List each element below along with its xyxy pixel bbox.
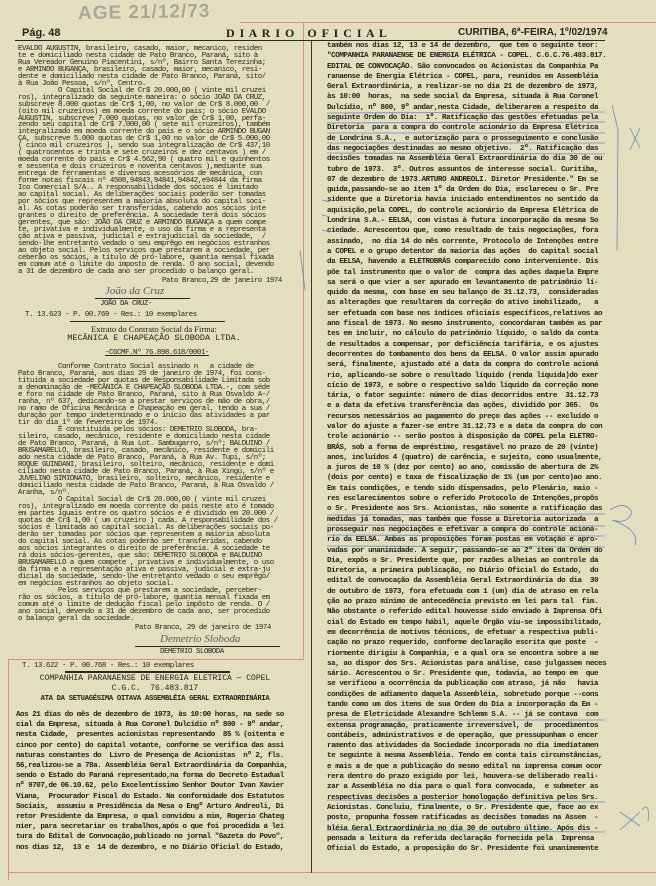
signature-line (95, 298, 190, 299)
text-line: cial da Empresa, situada à Rua Coronel Dulcídio nº 800 - 9º andar, (16, 721, 284, 730)
signature: Demetrio Sloboda (160, 633, 241, 645)
section-divider (70, 321, 225, 322)
text-line: BRUSAMARELLO a quem compete , privativa e individualmente, o uso (18, 559, 274, 567)
text-line: JUVELINO SIMIONATO, brasileiro, solteiro, mecânico, residente e (18, 475, 270, 483)
text-line: subscreve 8.000 quotas de Cr$ 1,00, no valor de Cr$ 8.000,00 / (18, 100, 270, 109)
text-line: cício de 1973, e sobre o respectivo saldo líquido da correção mone (327, 381, 599, 390)
text-line: ranha, nº 637, dedicando-se a prestar serviços de mão de obra,/ (18, 398, 270, 406)
text-line: em comum até o limite do imposto de renda. O ano social, devendo (18, 260, 274, 269)
text-line: rão os sócios, a título de pró-labore, quantia mensal fixada em (18, 594, 270, 602)
pen-x-mark (630, 128, 640, 150)
red-margin-line (8, 659, 304, 660)
text-line: ciedade. Acrescentou que, como resultado de tais negociações, fora (327, 227, 599, 236)
text-line: BRÁS, sob a forma de empréstimo, resgatável no prazo de 20 (vinte) (327, 443, 599, 452)
text-line: Sociais, assumiu a Presidência da Mesa o Engº Arturo Andreoli, Di (16, 802, 284, 811)
text-line: Aranha, s/nº. (18, 489, 70, 497)
text-line: anos, incluídos 4 (quatro) de carência, e sujeito, como usualmente, (327, 453, 603, 462)
text-line: "COMPANHIA PARANAENSE DE ENERGIA ELÉTRICA - COPEL. C.G.C.76.483.817. (327, 52, 607, 61)
text-line: assinado, no dia 14 do mês corrente, Protocolo de Intenções entre (327, 237, 599, 246)
text-line: às 10:00 horas, na sede social da Empresa, situada à Rua Coronel (327, 93, 599, 102)
contract-text-joao-da-cruz (18, 46, 274, 275)
text-line: aos sócios integrantes o direito de preferência. A sociedade te (18, 545, 270, 553)
text-line: cação no prazo requerido, conforme declaração escrita que poste - (327, 639, 599, 648)
text-line: Dulcídio, nº 800, 9º andar,nesta Cidade, deliberarem a respeito da (327, 103, 599, 112)
text-line: respectivas decisões a posterior homologação definitiva pelos Srs. (327, 793, 599, 802)
text-line: te seguinte à mesma Assembléia. Tendo em conta tais circunstâncias, (327, 752, 603, 761)
text-line: extensa programação, praticamente irreversível, de procedimentos (327, 721, 599, 730)
text-line: nesta Cidade, presentes acionistas representando 85 % (oitenta e (16, 731, 284, 740)
text-line: al. As cotas poderão ser transferidas, cabendo aos sócios inte (18, 204, 266, 213)
text-line: integralizado em moeda corrente do país e o sócio ARMINDO BUGAN (18, 128, 270, 137)
text-line: ranaense de Energia Elétrica - COPEL, para, reunidos em Assembléia (327, 72, 599, 81)
text-line: da firma e a representação ativa e passiva, judicial e extra-ju (18, 566, 270, 574)
text-line: O Capital Social de Cr$ 20.000,00 ( vinte mil cruzei (18, 86, 266, 95)
text-line: rá dois sócios-gerentes, que são: DEMETRIO SLOBODA e BALDUINO (18, 552, 262, 560)
text-line: de resultados a compensar, por deficiência tarifária, e os ajustes (327, 340, 599, 349)
publication-footer: T. 13.623 - P. 00.769 - Res.: 10 exemplares (25, 311, 197, 319)
text-line: quotas de Cr$ 1,00 ( um cruzeiro ) cada. A responsabilidade dos / (18, 517, 278, 525)
text-line: sa, ao dispor dos Srs. Acionistas para análise, caso julgassem neces (327, 659, 607, 668)
text-line: vadas por unanimidade. A seguir, passando-se ao 2º item da Ordem do (327, 546, 603, 555)
text-line: seguinte Ordem do Dia: 1º. Ratificação das gestões efetuadas pela (327, 114, 599, 123)
text-line: em negócios estranhos ao objeto social. (18, 580, 174, 588)
text-line: EDITAL DE CONVOCAÇÃO. São convocados os Acionistas da Companhia Pa (327, 62, 599, 71)
section-divider (65, 671, 230, 673)
text-line: se verificou a ocorrência da publicação com atraso, já não havia (327, 680, 599, 689)
text-line: Ico Comercial S/A.. A responsabilidade dos sócios é limitado (18, 184, 258, 193)
text-line: Acionistas. Concluiu, finalmente, o Sr. Presidente que, face ao ex (327, 803, 599, 812)
text-line: as alterações que resultarem da correção do ativo imobilizado, a (327, 299, 599, 308)
text-line: ros), integralizado da seguinte maneira: o sócio JOÃO DA CRUZ, (18, 93, 266, 102)
contract-text-sloboda (18, 364, 278, 623)
text-line: gerentes, que são: JOÃO DA CRUZ e ARMINDO BUGANÇA a quem compe (18, 218, 266, 227)
text-line: também nos dias 12, 13 e 14 de dezembro, que tem o seguinte teor: (327, 42, 599, 50)
text-line: do capital social. As cotas poderão ser transferidas, cabendo (18, 538, 262, 546)
text-line: zendo seu capital de Cr$ 7.000,00 ( sete mil cruzeiros), também (18, 121, 270, 130)
text-line: em partes iguais entre os quatro sócios e é dividido em 20.000 / (18, 510, 274, 518)
company-cgc: C.G.C. 76.483.817 (111, 684, 199, 693)
text-line: nos dias 12, 13 e 14 de dezembro, e no Diário Oficial do Estado, (16, 843, 284, 852)
text-line: sendo-lhe entretanto vedado o seu emprêgo em negócios estranhos (18, 239, 270, 248)
text-line: aquisição,pela COPEL, do controle acionário da Empresa Elétrica de (327, 206, 599, 215)
text-line: Aos 21 dias do mês de dezembro de 1973, às 10:00 horas, na sede so (16, 711, 284, 719)
text-line: É constituida pelos sócios: DEMETRIO SLOBODA, bra- (18, 426, 258, 434)
text-line: tes em incluir, no cálculo do patrimônio líquido, o saldo da conta (327, 330, 599, 339)
text-line: sócios é limitada ao capital social. As deliberações sociais po- (18, 524, 274, 532)
text-line: ( quatrocentos e trinta e sete cruzeiros e dez centavos ) em / (18, 149, 266, 158)
text-line: tubro de 1973. 3º. Outros assuntos de interesse social. Curitiba, (327, 165, 599, 174)
text-line: a COPEL e o grupo detentor da maioria das ações do capital social (327, 247, 599, 256)
text-line: rio da EELSA. Ambas as proposições foram postas em votação e apro- (327, 536, 599, 545)
text-line: tir do dia 1º de fevereiro de 1974. (18, 419, 158, 427)
text-line: naturas constantes do Livro de Presença de Acionistas nº 2, fls. (16, 751, 284, 760)
text-line: ano social, devendo a 31 de dezembro de cada ano, ser procedido (18, 608, 270, 616)
text-line: contábeis, administrativos e de operação, que pressupunham o encer (327, 731, 599, 740)
text-line: domiciliado nesta cidade de Pato Branco, Paraná, à Rua Osvaldo / (18, 482, 274, 490)
text-line: e ARMINDO BUGANÇA, brasileiro, casado, maior, mecanico, resi- (18, 65, 262, 74)
minutes-title: ATA DA SETUAGÉSIMA OITAVA ASSEMBLÉIA GERAL EXTRAORDINÁRIA (40, 695, 270, 703)
text-line: BRUSAMARELLO, brasileiro, casado, mecânico, residente e domicili (18, 447, 274, 455)
text-line: 56,realizou-se a 78a. Assembléia Geral Extraordinária da Companhia, (16, 762, 288, 771)
text-line: rera dentro do prazo exigido por lei, houvera-se deliberado reali- (327, 773, 599, 782)
text-line: tária, o fator seguinte: número de dias decorridos entre 31.12.73 (327, 392, 599, 401)
red-margin-line (8, 872, 656, 873)
text-line: ção ao prazo mínimo de antecedência previsto em lei para tal fim. (327, 598, 599, 607)
text-line: comum até o limite de dedução fiscal pelo impôsto de renda. O / (18, 601, 270, 609)
text-line: rio, aplicando-se sobre o resultado líquido (renda líquida)do exer (327, 371, 599, 380)
text-line: ( cinco mil cruzeiros ), sendo sua integralização de Cr$ 437,10 (18, 142, 270, 151)
text-line: ao capital social. As deliberações sociais poderão ser tomadas (18, 191, 266, 200)
text-line: EVALDO AUGUSTIN, brasileiro, casado, maior, mecanico, residen (18, 45, 262, 53)
text-line: Viana, Procurador Fiscal do Estado. Na conformidade dos Estatutos (16, 792, 284, 801)
publication-footer: T. 13.622 - P. 00.768 - Res.: 10 exemplares (22, 662, 194, 670)
text-line: derão ser tomadas por sócios que representem a maioria absoluta (18, 531, 270, 539)
red-margin-line (8, 659, 9, 880)
issue-date: CURITIBA, 6ª-FEIRA, 1º/02/1974 (458, 27, 608, 38)
text-line: guida,passando-se ao item 1º da Ordem do Dia, esclareceu o Sr. Pre (327, 186, 599, 195)
text-line: retor Presidente da Empresa, o qual convidou a mim, Rogerio Chateg (16, 813, 284, 822)
masthead-title: D I A R I O O F I C I A L (226, 26, 388, 40)
text-line: presa de Eletricidade Alexandre Schlemm S.A. -- já se contava com (327, 711, 599, 720)
text-line: 07 de dezembro de 1973.ARTURO ANDREOLI. Diretor Presidente." Em se (327, 175, 599, 184)
section-title: Extrato do Contrato Social da Firma: (91, 324, 217, 334)
text-line: da EELSA, havendo a ELETROBRÁS comparecido como interveniente. Dis (327, 258, 599, 267)
text-line: recursos necessários ao pagamento do preço das ações -- excluído o (327, 412, 599, 421)
text-line: tituida a sociedade por quotas de Responsabilidade Limitada sob (18, 377, 270, 385)
text-line: a 31 de dezembro de cada ano ser procedido o balanço geral. (18, 267, 254, 276)
text-line: sendo o Estado do Paraná representado,na forma do Decreto Estadual (16, 772, 284, 781)
text-line: por sócios que representem a maioria absoluta do capital soci- (18, 197, 266, 206)
pen-x-mark (620, 807, 648, 830)
text-line: Pelos serviços que prestarem a sociedade, perceber- (18, 587, 262, 595)
text-line: Conforme Contrato Social assinado n a cidade de (18, 363, 254, 371)
text-line: Diretoria, a primeira publicação, no Diário Oficial do Estado, do (327, 567, 599, 576)
text-line: grantes o direito de preferência. A sociedade terá dois sócios (18, 211, 266, 220)
archive-stamp: AGE 21/12/73 (77, 0, 211, 25)
text-line: de Londrina S.A., e autorização para o prosseguimento e conclusão (327, 134, 599, 143)
text-line: sário. Acrescentou o Sr. Presidente que, todavia, ao tempo em que (327, 670, 599, 679)
text-line: ado nesta cidade de Pato Branco, Paraná, à Rua Av. Tupi, s/nº; (18, 454, 266, 462)
pen-loop-mark (610, 505, 636, 545)
text-line: nier, para secretariar os trabalhos,após o que foi procedida a lei (16, 823, 284, 832)
text-line: no ramo de Oficina Mecânica e Chapeação em geral, tendo a sua / (18, 405, 270, 413)
text-line: cial do Estado em tempo hábil, aquele Órgão viu-se impossibilitado, (327, 618, 603, 627)
text-line: moeda corrente do país e Cr$ 4.562,90 ( quatro mil e quinhentos (18, 156, 270, 165)
text-line: e a data da efetiva transferência das ações, dividido por 365. Os (327, 402, 599, 411)
text-line: e mais a de que a publicação do mesmo edital na imprensa comum ocor (327, 762, 603, 771)
text-line: Não obstante o referido edital houvesse sido enviado à Imprensa Ofi (327, 608, 603, 617)
text-line: cinco por cento) do capital votante, conforme se verifica das assi (16, 741, 284, 750)
text-line: zar a Assembléia no dia para o qual fora convocada, e submeter as (327, 783, 599, 792)
text-line: Diretoria para a compra do controle acionário da Empresa Elétrica (327, 124, 599, 133)
text-line: de Pato Branco, Paraná, à Rua Lot. Sambugarro, s/nº; BALDUINO / (18, 440, 270, 448)
text-line: valor do ajuste a fazer-se entre 31.12.73 e a data da compra do con (327, 422, 603, 431)
text-line: Londrina S.A.- EELSA, com vistas à futura incorporação da mesma So (327, 217, 599, 226)
text-line: pensada a leitura da referida declaração fornecida pela Imprensa (327, 834, 594, 843)
text-line: prosseguir nas negociações e efetivar a compra do controle acioná- (327, 525, 599, 534)
text-line: O Capital Social de Cr$ 20.000,00 ( vinte mil cruzei (18, 496, 266, 504)
cgcmf-number: -CGCMF.Nº 76.898.618/0001- (105, 349, 209, 357)
company-name: MECÂNICA E CHAPEAÇÃO SLOBODA LTDA. (67, 333, 241, 343)
text-line: trole acionário -- serão postos à disposição da COPEL pela ELETRO- (327, 433, 599, 442)
text-line: ROQUE GUINDANI, brasileiro, solteiro, mecânico, residente e domi (18, 461, 274, 469)
text-line: AUGUSTIN, subscreve 7.000 quotas, no valor de Cr$ 1,00, perfa- (18, 114, 266, 123)
signature-line (135, 646, 280, 647)
text-line: Geral Extraordinária, a realizar-se no dia 21 de dezembro de 1973, (327, 83, 599, 92)
text-line: será, finalmente, ajustado até a data da compra do controle acioná (327, 361, 599, 370)
company-heading: COMPANHIA PARANAENSE DE ENERGIA ELETRICA — COPEL (39, 674, 271, 683)
text-line: dicial da sociedade, sendo-lhe entretanto vedado o seu emprêgo/ (18, 573, 270, 581)
text-line: Pato Branco, Paraná, aos dias 29 de janeiro de 1974, foi cons- (18, 370, 266, 378)
text-line: o balanço geral da sociedade. (18, 615, 134, 623)
pen-bracket (612, 105, 618, 250)
text-line: ciliado nesta cidade de Pato Branco, Paraná, à Rua Xingú, s/nº e (18, 468, 274, 476)
text-line: a juros de 10 % (dez por cento) ao ano, comissão de abertura de 2% (327, 464, 599, 473)
text-line: decisões tomadas na Assembléia Geral Extraordinária do dia 30 de ou (327, 155, 603, 164)
text-line: sileiro, casado, mecânico, residente e domiciliado nesta cidade (18, 433, 270, 441)
text-line: ÇA, subscreve 5.000 quotas de Cr$ 1,00 no valor de Cr$ 5.000,00 (18, 135, 270, 144)
text-line: (dois por cento) e taxa de fiscalização de 1% (um por cento)ao ano. (327, 474, 603, 483)
text-line: decorrentes do tombamento dos bens da EELSA. O valor assim apurado (327, 350, 599, 359)
text-line: ros), integralizado em moeda corrente do país neste ato é tomado (18, 503, 274, 511)
text-line: forme notas fiscais nº 4508,94843,94841,94842,e94844 da firma (18, 177, 262, 186)
text-line: Em tais condições, e tendo sido dispensados, pelo Plenário, maio - (327, 484, 599, 493)
text-line: Dia, expôs o Sr. Presidente que, por razões alheias ao controle da (327, 556, 599, 565)
minutes-text-continued (327, 41, 606, 854)
text-line: dente e domiciliado nesta cidade de Pato Branco, Paraná, sito/ (18, 72, 266, 81)
text-line: nº 9707,de 06.10.62, pelo Excelentíssimo Senhor Doutor Ivan Xavier (16, 782, 284, 791)
text-line: riormente dirigiu à Companhia, e a qual ora se encontra sobre a me (327, 649, 599, 658)
text-line: bléia Geral Extraordinária no dia 30 de outubro último. Após dis - (327, 824, 599, 833)
text-line: ao objeto social. Pelos serviços que prestarem a sociedade, per (18, 246, 270, 255)
text-line: Rua Vereador Genuino Piacentini, s/nº, Bairro Santa Terezinha; (18, 58, 266, 67)
text-line: ção ativa e passiva, judicial e extrajudicial da sociedade, / (18, 232, 266, 241)
signature: João da Cruz (105, 285, 165, 297)
page-number: Pág. 48 (22, 27, 61, 39)
text-line: sa será o que vier a ser apurado em levantamento de patrimônio lí- (327, 278, 599, 287)
text-line: entrega de ferramentas e diversos acessórios de mecânica, con (18, 170, 262, 179)
text-line: te, privativa e individualmente, o uso da firma e a representa (18, 225, 266, 234)
text-line: quido da mesma, com base em seu balanço de 31.12.73, consideradas (327, 289, 599, 298)
text-line: ano fiscal de 1973. No mesmo instrumento, concordaram também as par (327, 320, 603, 329)
text-line: e foro na cidade de Pato Branco, Paraná, sito à Rua Osvaldo A-/ (18, 391, 270, 399)
text-line: o Sr. Presidente aos Srs. Acionistas, não somente a ratificação das (327, 505, 603, 514)
text-line: posto, propunha fossem ratificadas as decisões tomadas na Assem - (327, 814, 599, 823)
text-line: ceberão os sócios, a título de pró-labore, quantia mensal fixada (18, 253, 274, 262)
red-margin-line (303, 22, 304, 658)
text-line: duração por tempo indeterminado e o início das atividades a par (18, 412, 270, 420)
text-line: ramento das atividades da Sociedade incorporada no dia imediatamen (327, 742, 599, 751)
text-line: te e domiciliado nesta cidade de Pato Branco, Paraná, sito à (18, 51, 258, 60)
text-line: Oficial do Estado, a proposição do Sr. Presidente foi unanimemente (327, 845, 599, 854)
text-line: res esclarecimentos sobre o referido Protocolo de Intenções,propôs (327, 495, 599, 504)
text-line: edital de convocação da Assembléia Geral Extraordinária do dia 30 (327, 577, 599, 586)
text-line: das negociações destinadas ao mesmo objetivo. 2º. Ratificação das (327, 144, 599, 153)
signer-name: DEMETRIO SLOBODA (160, 648, 224, 656)
text-line: e sessenta e dois cruzeiros e noventa centavos ),mediante sua (18, 163, 262, 172)
text-line: condições de adiamento daquela Assembléia, sobretudo porque --cons (327, 690, 599, 699)
text-line: de outubro de 1973, fora efetuada com 1 (um) dia de atraso em rela (327, 587, 599, 596)
place-date: Pato Branco,29 de janeiro 1974 (162, 277, 282, 285)
column-divider (311, 41, 312, 873)
minutes-text-start (16, 710, 288, 853)
text-line: tando como um dos itens de sua Ordem do Dia a incorporação da Em - (327, 701, 599, 709)
text-line: em decorrência de motivos técnicos, de efetuar a respectiva publi- (327, 628, 599, 637)
text-line: tura do Edital de Convocação,publicado no jornal "Gazeta do Povo", (16, 833, 284, 842)
text-line: a denominação de -MECÂNICA E CHAPEAÇÃO SLOBODA LTDA.-, com séde (18, 384, 270, 392)
place-date: Pato Branco, 29 de janeiro de 1974 (135, 624, 271, 632)
signer-name: JOÃO DA CRUZ- (100, 300, 152, 308)
text-line: medidas já tomadas, mas também que fosse a Diretoria autorizada a (327, 515, 599, 524)
text-line: à Rua João Pessoa, s/nº, Centro. (18, 79, 146, 88)
text-line: sidente que a Diretoria havia iniciado entendimentos no sentido da (327, 196, 599, 205)
text-line: ser efetuada com base nos índices oficiais específicos,relativos ao (327, 309, 603, 318)
text-line: (oito mil cruzeiros) em moeda corrente do pais; o sócio EVALDO (18, 107, 266, 116)
text-line: põe tal instrumento que o valor de compra das ações daquela Empre (327, 268, 599, 277)
